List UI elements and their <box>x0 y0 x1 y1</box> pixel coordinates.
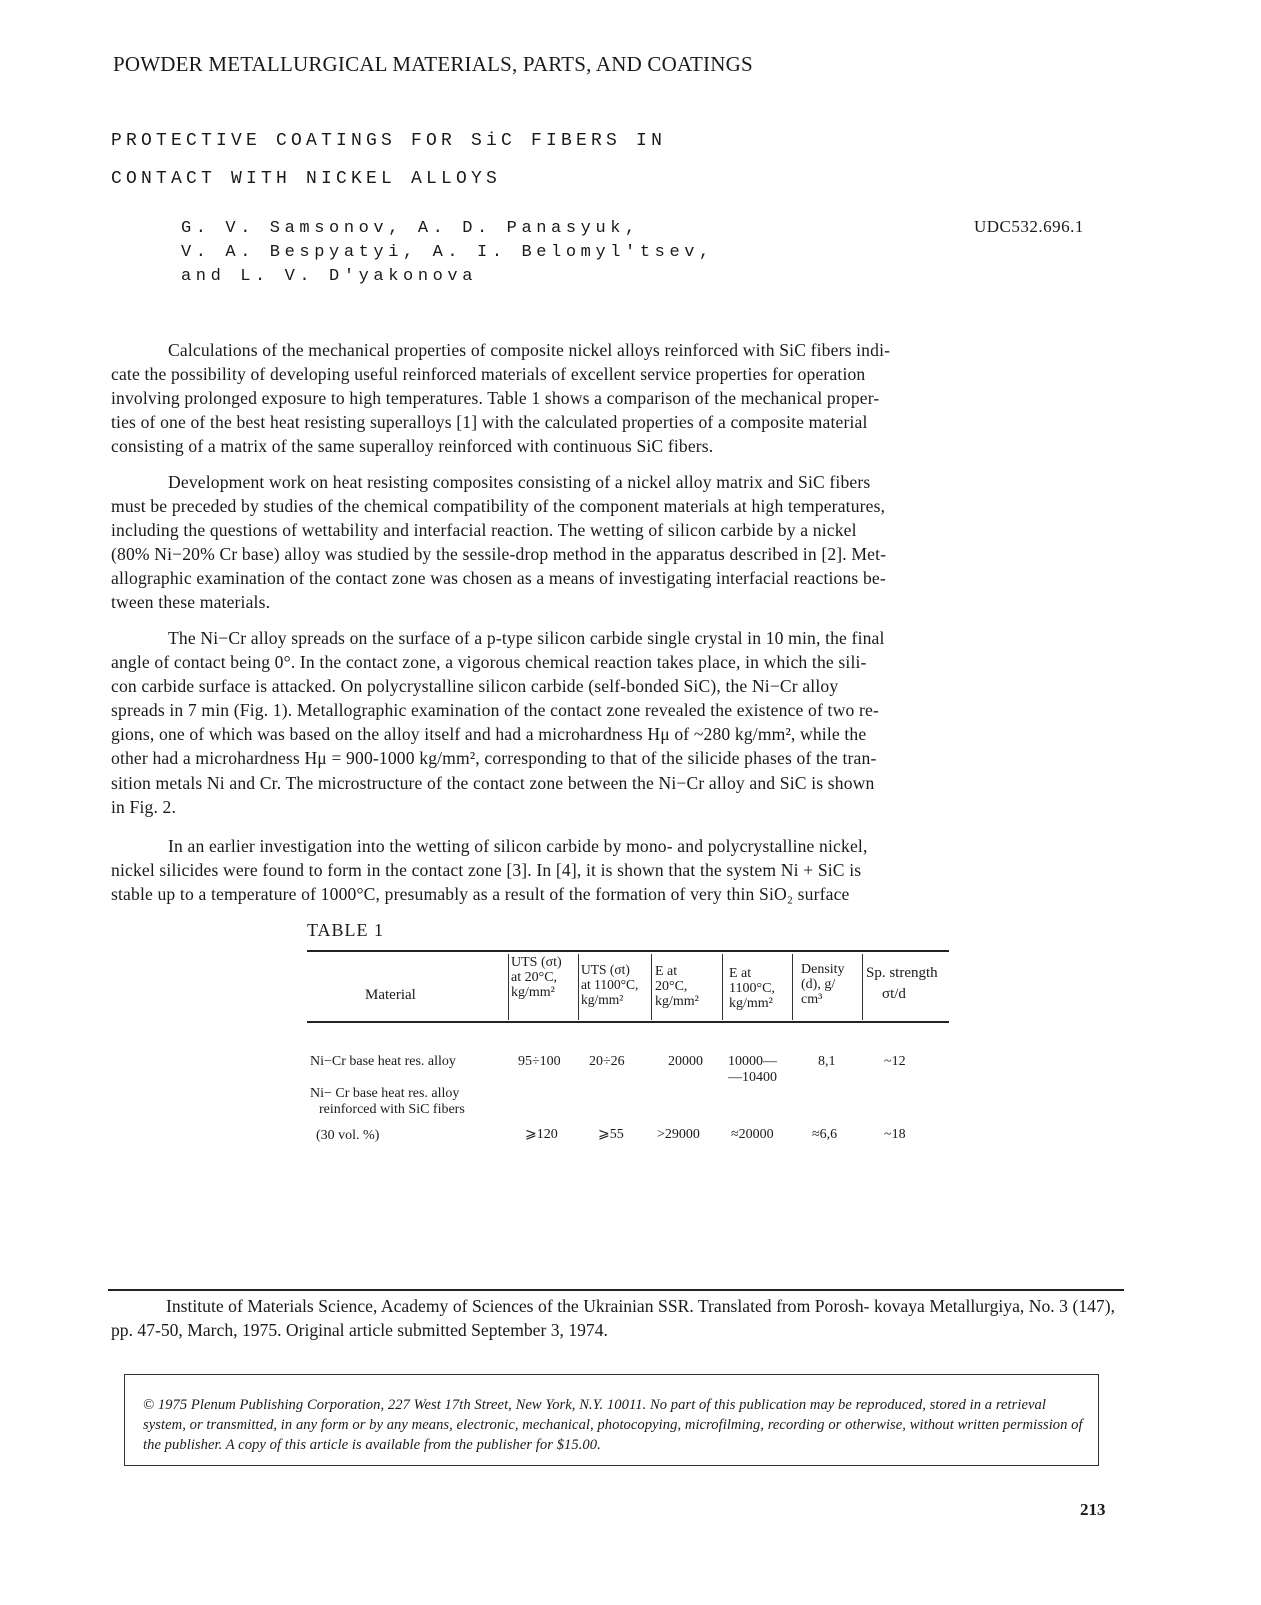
column-separator <box>792 954 793 1020</box>
udc-code: UDC532.696.1 <box>974 217 1084 236</box>
header-line: UTS (σt) <box>511 955 562 970</box>
text-line: angle of contact being 0°. In the contact zone, a vigorous chemical reaction takes place, in which the sili- <box>111 652 867 673</box>
header-line: at 20°C, <box>511 970 558 985</box>
text-line: consisting of a matrix of the same superalloy reinforced with continuous SiC fibers. <box>111 436 714 457</box>
text-line: stable up to a temperature of 1000°C, presumably as a result of the formation of very thin SiO₂ surface <box>111 884 850 905</box>
text-line: (80% Ni−20% Cr base) alloy was studied by the sessile-drop method in the apparatus described in [2]. Met- <box>111 544 887 565</box>
column-separator <box>862 954 863 1020</box>
header-uts-20 <box>511 955 562 1000</box>
cell-material <box>310 1086 465 1144</box>
author-line: V. A. Bespyatyi, A. I. Belomyl'tsev, <box>181 243 714 262</box>
page-number: 213 <box>1080 1500 1106 1519</box>
text-line: con carbide surface is attacked. On polycrystalline silicon carbide (self-bonded SiC), the Ni−Cr alloy <box>111 676 839 697</box>
copyright-text: © 1975 Plenum Publishing Corporation, 227 West 17th Street, New York, N.Y. 10011. No part of this publication may be reproduced, stored in a retrieval system, or transmitted, in any form or by any means, electronic, mechanical, photocopying, microfilming, recording or otherwise, without written permission of the publisher. A copy of this article is available from the publisher for $15.00. <box>143 1397 1083 1453</box>
header-uts-1100 <box>581 962 638 1007</box>
text-line: tween these materials. <box>111 592 271 613</box>
header-material: Material <box>365 987 416 1003</box>
column-separator <box>722 954 723 1020</box>
cell-density: 8,1 <box>818 1054 836 1069</box>
cell-line: Ni− Cr base heat res. alloy <box>310 1086 460 1101</box>
column-separator <box>651 954 652 1020</box>
text-line: ties of one of the best heat resisting superalloys [1] with the calculated properties of a composite material <box>111 412 868 433</box>
header-line: E at <box>655 964 678 979</box>
text-line: allographic examination of the contact zone was chosen as a means of investigating interfacial reactions be- <box>111 568 886 589</box>
cell-line: 10000— <box>728 1054 777 1069</box>
cell-specific-strength: ~18 <box>884 1127 906 1142</box>
header-line: UTS (σt) <box>581 962 630 977</box>
text-line: other had a microhardness Hμ = 900-1000 kg/mm², corresponding to that of the silicide phases of the tran- <box>111 748 877 769</box>
header-line: kg/mm² <box>655 994 699 1009</box>
cell-e-1100 <box>728 1054 777 1086</box>
text-line: The Ni−Cr alloy spreads on the surface of a p-type silicon carbide single crystal in 10 min, the final <box>168 628 885 648</box>
header-line: kg/mm² <box>581 992 624 1007</box>
text-line: gions, one of which was based on the alloy itself and had a microhardness Hμ of ~280 kg/mm², while the <box>111 724 867 745</box>
header-line: at 1100°C, <box>581 977 639 992</box>
affiliation-note: Institute of Materials Science, Academy of Sciences of the Ukrainian SSR. Translated from Porosh- kovaya Metallurgiya, No. 3 (147), pp. 47-50, March, 1975. Original article submitted September 3, 1974. <box>111 1296 1115 1340</box>
header-line: Sp. strength <box>866 965 938 981</box>
article-title-line-1: PROTECTIVE COATINGS FOR SiC FIBERS IN <box>111 131 667 151</box>
cell-material: Ni−Cr base heat res. alloy <box>310 1054 456 1069</box>
footnote-rule <box>108 1289 1124 1291</box>
header-line: (d), g/ <box>801 977 836 992</box>
text-line: including the questions of wettability and interfacial reaction. The wetting of silicon carbide by a nickel <box>111 520 857 541</box>
text-line: must be preceded by studies of the chemical compatibility of the component materials at high temperatures, <box>111 496 886 517</box>
text-line: nickel silicides were found to form in the contact zone [3]. In [4], it is shown that the system Ni + SiC is <box>111 860 862 881</box>
text-line: cate the possibility of developing useful reinforced materials of excellent service properties for operation <box>111 364 866 385</box>
header-specific-strength <box>866 966 938 1002</box>
cell-uts-1100: ⩾55 <box>598 1127 624 1142</box>
column-separator <box>508 954 509 1020</box>
header-e-20 <box>655 964 699 1009</box>
header-line: E at <box>729 966 752 981</box>
cell-uts-1100: 20÷26 <box>589 1054 625 1069</box>
cell-line: (30 vol. %) <box>316 1128 380 1143</box>
header-line: 1100°C, <box>729 981 775 996</box>
cell-specific-strength: ~12 <box>884 1054 906 1069</box>
paragraph-3 <box>111 626 1119 819</box>
author-list <box>181 217 714 289</box>
paragraph-4 <box>111 834 1119 906</box>
author-line: G. V. Samsonov, A. D. Panasyuk, <box>181 219 640 238</box>
cell-line: reinforced with SiC fibers <box>319 1102 465 1117</box>
header-density <box>801 962 845 1007</box>
header-line: kg/mm² <box>511 985 555 1000</box>
cell-e-20: >29000 <box>657 1127 700 1142</box>
header-line: Density <box>801 962 845 977</box>
paragraph-2 <box>111 470 1119 615</box>
table-caption: TABLE 1 <box>307 920 385 940</box>
header-line: σt/d <box>882 986 906 1002</box>
cell-e-20: 20000 <box>668 1054 703 1069</box>
text-line: involving prolonged exposure to high temperatures. Table 1 shows a comparison of the mechanical proper- <box>111 388 880 409</box>
text-line: sition metals Ni and Cr. The microstructure of the contact zone between the Ni−Cr alloy and SiC is shown <box>111 772 875 793</box>
copyright-notice <box>124 1374 1099 1466</box>
cell-uts-20: ⩾120 <box>525 1127 558 1142</box>
text-line: in Fig. 2. <box>111 796 177 817</box>
cell-e-1100: ≈20000 <box>731 1127 774 1142</box>
header-e-1100 <box>729 966 775 1011</box>
column-separator <box>578 954 579 1020</box>
cell-line: —10400 <box>728 1070 777 1085</box>
text-line: spreads in 7 min (Fig. 1). Metallographic examination of the contact zone revealed the existence of two re- <box>111 700 879 721</box>
header-line: 20°C, <box>655 979 688 994</box>
cell-density: ≈6,6 <box>812 1127 838 1142</box>
cell-uts-20: 95÷100 <box>518 1054 561 1069</box>
header-line: kg/mm² <box>729 996 773 1011</box>
table-top-rule <box>307 950 949 952</box>
text-line: Development work on heat resisting composites consisting of a nickel alloy matrix and SiC fibers <box>168 472 871 492</box>
journal-header: POWDER METALLURGICAL MATERIALS, PARTS, AND COATINGS <box>113 52 753 76</box>
article-title-line-2: CONTACT WITH NICKEL ALLOYS <box>111 169 502 189</box>
author-line: and L. V. D'yakonova <box>181 267 478 286</box>
text-line: Calculations of the mechanical properties of composite nickel alloys reinforced with SiC fibers indi- <box>168 340 891 360</box>
header-line: cm³ <box>801 992 823 1007</box>
table-header-rule <box>307 1021 949 1023</box>
text-line: In an earlier investigation into the wetting of silicon carbide by mono- and polycrystalline nickel, <box>168 836 868 856</box>
paragraph-1 <box>111 338 1119 458</box>
